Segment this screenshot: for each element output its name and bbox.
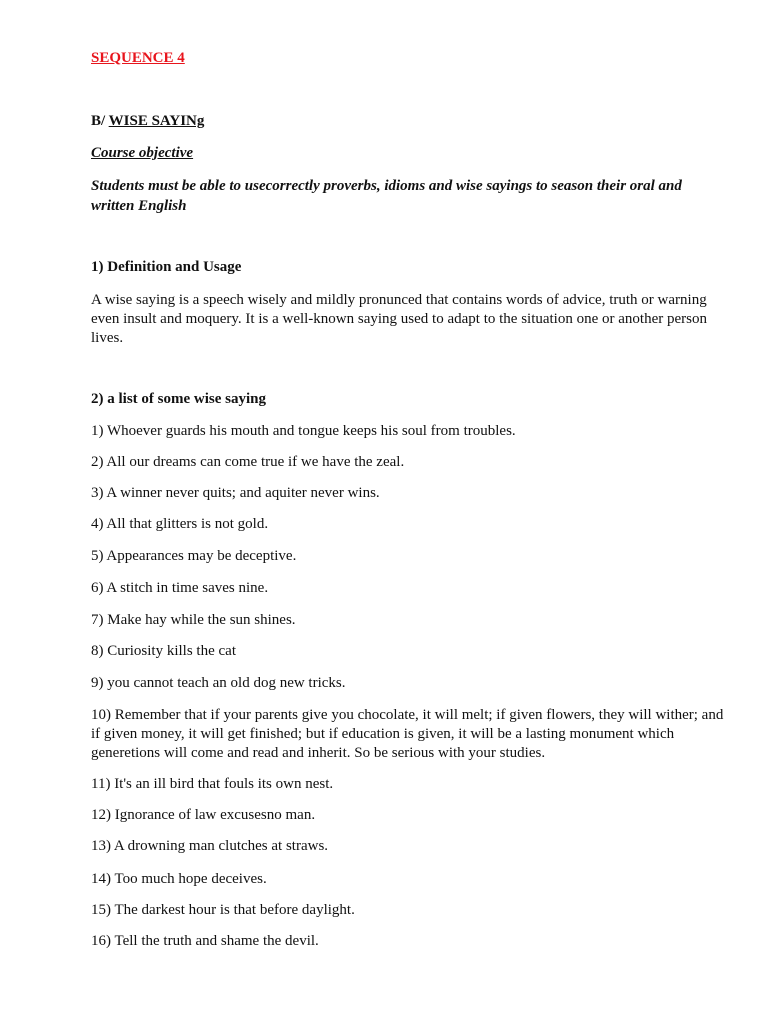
section-prefix: B/	[91, 113, 109, 129]
definition-heading: 1) Definition and Usage	[91, 259, 242, 275]
list-item: 7) Make hay while the sun shines.	[91, 612, 296, 628]
list-item: 8) Curiosity kills the cat	[91, 643, 236, 659]
section-heading	[91, 113, 204, 130]
list-item: 2) All our dreams can come true if we have the zeal.	[91, 454, 405, 470]
definition-paragraph: A wise saying is a speech wisely and mildly pronunced that contains words of advice, truth or warning even insult and moquery. It is a well-known saying used to adapt to the situation one or another person lives.	[91, 292, 707, 346]
list-item: 6) A stitch in time saves nine.	[91, 580, 269, 596]
list-item: 15) The darkest hour is that before daylight.	[91, 902, 355, 918]
course-objective-label: Course objective	[91, 145, 194, 161]
list-item: 16) Tell the truth and shame the devil.	[91, 933, 319, 949]
list-item: 11) It's an ill bird that fouls its own nest.	[91, 776, 334, 792]
list-item: 12) Ignorance of law excusesno man.	[91, 807, 316, 823]
list-item: 14) Too much hope deceives.	[91, 871, 267, 887]
list-heading: 2) a list of some wise saying	[91, 391, 266, 407]
list-item: 9) you cannot teach an old dog new tricks.	[91, 675, 346, 691]
list-item: 3) A winner never quits; and aquiter never wins.	[91, 485, 380, 501]
list-item: 5) Appearances may be deceptive.	[91, 548, 297, 564]
list-item: 10) Remember that if your parents give you chocolate, it will melt; if given flowers, they will wither; and if given money, it will get finished; but if education is given, it will be a lasting monument which generetions will come and read and inherit. So be serious with your studies.	[91, 707, 724, 761]
list-item: 1) Whoever guards his mouth and tongue keeps his soul from troubles.	[91, 423, 516, 439]
list-item: 4) All that glitters is not gold.	[91, 516, 269, 532]
section-title: WISE SAYINg	[108, 113, 205, 129]
list-item: 13) A drowning man clutches at straws.	[91, 838, 329, 854]
sequence-title: SEQUENCE 4	[91, 50, 185, 66]
course-objective-text: Students must be able to usecorrectly proverbs, idioms and wise sayings to season their oral and written English	[91, 178, 682, 214]
